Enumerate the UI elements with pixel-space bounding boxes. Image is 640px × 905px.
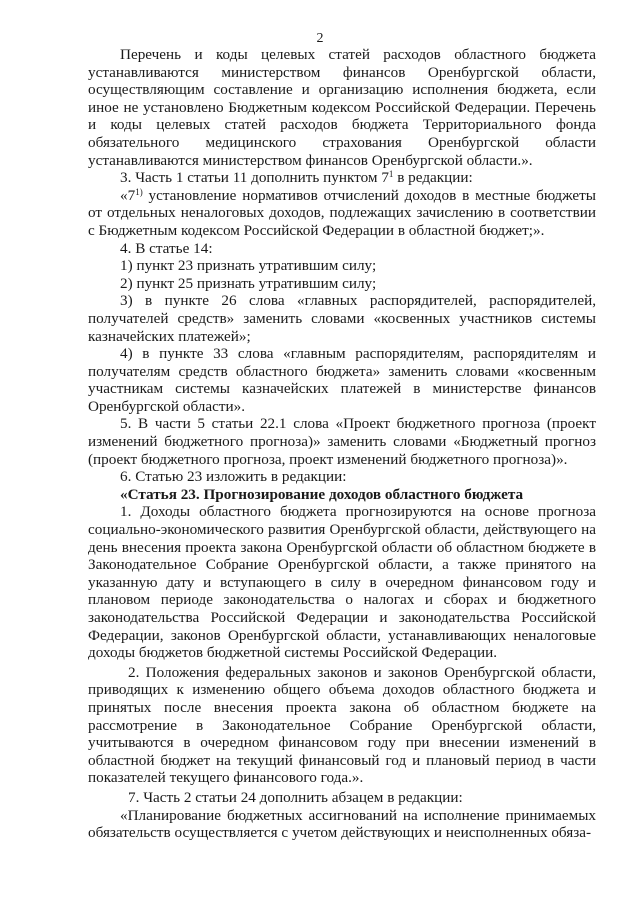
point-7-1-superscript: 1) bbox=[135, 186, 143, 197]
paragraph-subitem-2: 2) пункт 25 признать утратившим силу; bbox=[120, 274, 377, 292]
paragraph-subitem-1: 1) пункт 23 признать утратившим силу; bbox=[120, 257, 377, 275]
article-23-heading: «Статья 23. Прогнозирование доходов областного бюджета bbox=[120, 485, 524, 503]
paragraph-item-5: 5. В части 5 статьи 22.1 слова «Проект бюджетного прогноза (проект изменений бюджетного прогноза)» заменить словами «Бюджетный прогноз (проект бюджетного прогноза, проект изменений бюджетного прогноза)». bbox=[88, 415, 596, 468]
paragraph-item-4: 4. В статье 14: bbox=[120, 239, 213, 257]
paragraph-point-7-1 bbox=[88, 187, 596, 240]
page-number: 2 bbox=[316, 31, 324, 46]
point-7-1-text: установление нормативов отчислений доходов в местные бюджеты от отдельных неналоговых доходов, подлежащих зачислению в соответствии с Бюджетным кодексом Российской Федерации в областной бюджет;». bbox=[88, 186, 596, 239]
paragraph-planning: «Планирование бюджетных ассигнований на исполнение принимаемых обязательств осуществляется с учетом действующих и неисполненных обяза- bbox=[88, 806, 596, 842]
paragraph-subitem-3: 3) в пункте 26 слова «главных распорядителей, распорядителей, получателей средств» заменить словами «косвенных участников системы казначейских платежей»; bbox=[88, 292, 596, 345]
paragraph-item-6: 6. Статью 23 изложить в редакции: bbox=[120, 468, 347, 486]
paragraph-item-7: 7. Часть 2 статьи 24 дополнить абзацем в редакции: bbox=[128, 788, 463, 806]
point-7-1-prefix: «7 bbox=[120, 186, 136, 204]
document-body bbox=[88, 46, 596, 842]
paragraph-item-3 bbox=[88, 169, 596, 187]
paragraph-subitem-4: 4) в пункте 33 слова «главным распорядителям, распорядителям и получателям средств областного бюджета» заменить словами «косвенным участникам системы казначейских платежей в министерстве финансов Оренбургской области». bbox=[88, 345, 596, 415]
item-3-text: 3. Часть 1 статьи 11 дополнить пунктом 7 bbox=[120, 169, 389, 187]
article-23-part-1: 1. Доходы областного бюджета прогнозируются на основе прогноза социально-экономического развития Оренбургской области, действующего на день внесения проекта закона Оренбургской области об областном бюджете в Законодательное Собрание Оренбургской области, а также принятого на указанную дату и вступающего в силу в очередном финансовом году и плановом периоде законодательства о налогах и сборах и бюджетного законодательства Российской Федерации и законодательства Российской Федерации, законов Оренбургской области, устанавливающих неналоговые доходы бюджетов бюджетной системы Российской Федерации. bbox=[88, 503, 596, 662]
item-3-tail: в редакции: bbox=[393, 169, 473, 187]
item-3-superscript: 1 bbox=[388, 169, 394, 180]
paragraph-target-codes: Перечень и коды целевых статей расходов областного бюджета устанавливаются министерством финансов Оренбургской области, осуществляющим составление и организацию исполнения бюджета, если иное не установлено Бюджетным кодексом Российской Федерации. Перечень и коды целевых статей расходов бюджета Территориального фонда обязательного медицинского страхования Оренбургской области устанавливаются министерством финансов Оренбургской области.». bbox=[88, 46, 596, 169]
article-23-part-2: 2. Положения федеральных законов и законов Оренбургской области, приводящих к изменению общего объема доходов областного бюджета и принятых после внесения проекта закона об областном бюджете на рассмотрение в Законодательное Собрание Оренбургской области, учитываются в очередном финансовом году при внесении изменений в областной бюджет на текущий финансовый год и плановый период в части показателей текущего финансового года.». bbox=[88, 663, 596, 787]
